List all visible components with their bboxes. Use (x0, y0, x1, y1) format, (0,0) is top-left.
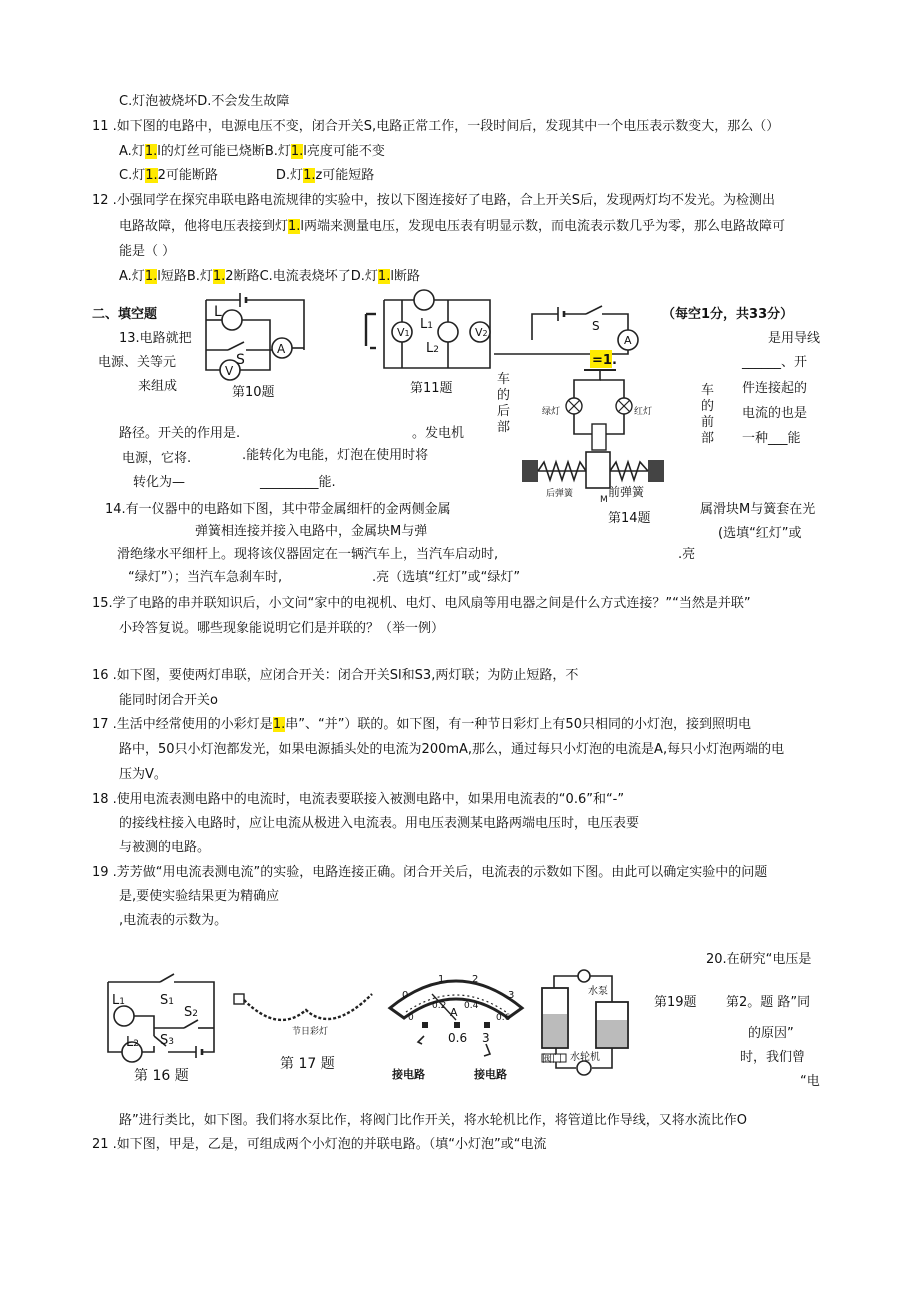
question-20: 20.在研究“电压是 (706, 952, 812, 967)
question-12-line2: 电路故障，他将电压表接到灯1.l两端来测量电压，发现电压表有明显示数，而电流表示数几乎为零，那么电路故障可 (119, 219, 786, 234)
question-21: 21 .如下图，甲是，乙是，可组成两个小灯泡的并联电路。（填“小灯泡”或“电流 (92, 1137, 547, 1152)
question-19-line2: 是,要使实验结果更为精确应 (119, 889, 280, 904)
meter-unit: A (450, 1006, 458, 1019)
question-15-line2: 小玲答复说。哪些现象能说明它们是并联的？（举一例） (119, 621, 445, 636)
car-rear-label: 车 的 后 部 (497, 372, 511, 435)
question-12-line3: 能是（ ） (119, 244, 176, 259)
question-20-line: 路”进行类比，如下图。我们将水泵比作，将阀门比作开关，将水轮机比作，将管道比作导线，又将水流比作O (119, 1113, 747, 1128)
svg-text:L1: L1 (112, 993, 125, 1008)
connect-label-left: 接电路 (392, 1068, 425, 1081)
svg-text:L2: L2 (126, 1035, 139, 1050)
question-19: 19 .芳芳做“用电流表测电流”的实验，电路连接正确。闭合开关后，电流表的示数如下图。由此可以确定实验中的问题 (92, 865, 768, 880)
q13-text: 转化为— (133, 475, 186, 490)
figure-16-caption: 第 16 题 (134, 1068, 189, 1084)
figure-17-string-lights (232, 984, 382, 1084)
question-12-options: A.灯1.l短路B.灯1.2断路C.电流表烧坏了D.灯1.l断路 (119, 269, 420, 284)
terminal-3-label: 3 (482, 1031, 490, 1045)
lamp-label-L: L (214, 304, 222, 320)
figure-10-caption: 第10题 (232, 385, 275, 400)
svg-text:0.6: 0.6 (496, 1013, 511, 1023)
question-20-text: “电 (800, 1074, 820, 1089)
svg-text:S1: S1 (160, 993, 174, 1008)
question-17-line2: 路中，50只小灯泡都发光，如果电源插头处的电流为200mA,那么，通过每只小灯泡的电流是A,每只小灯泡两端的电 (119, 742, 785, 757)
question-18-line3: 与被测的电路。 (119, 840, 211, 855)
svg-text:L1: L1 (420, 317, 433, 332)
q14-text: 弹簧相连接并接入电路中，金属块M与弹 (195, 524, 428, 539)
connect-label-right: 接电路 (474, 1068, 507, 1081)
svg-text:0.2: 0.2 (432, 1001, 447, 1011)
q13-text: 路径。开关的作用是. (119, 426, 241, 441)
car-front-label: 车 的 前 部 (701, 383, 715, 446)
section-heading: 二、填空题 (92, 307, 158, 322)
svg-text:0: 0 (402, 990, 409, 1001)
figure-17-caption: 第 17 题 (280, 1056, 335, 1072)
section-score: （每空1分，共33分） (662, 307, 794, 322)
figure-14-apparatus (488, 296, 708, 526)
front-spring-label: 前弹簧 (608, 485, 645, 499)
red-lamp-label: 红灯 (634, 407, 653, 417)
svg-text:S2: S2 (184, 1005, 198, 1020)
q13-text: _________能. (260, 475, 336, 490)
q14-text: 滑绝缘水平细杆上。现将该仪器固定在一辆汽车上，当汽车启动时, (117, 547, 499, 562)
question-20-text: 的原因” (748, 1026, 794, 1041)
q13-text: 。发电机 (412, 426, 465, 441)
q13-text: ______、开 (742, 355, 808, 370)
fig19-caption: 第19题 (654, 995, 697, 1010)
turbine-label: 水轮机 (570, 1052, 600, 1063)
q14-text: .亮 (678, 547, 696, 562)
valve-label: 阀门 (542, 1054, 562, 1065)
figure-14-highlight: =1. (592, 353, 617, 368)
q14-text: 14.有一仪器中的电路如下图，其中带金属细杆的金两侧金属 (105, 502, 451, 517)
svg-text:1: 1 (438, 974, 445, 985)
question-17: 17 .生活中经常使用的小彩灯是1.串”、“并”）联的。如下图，有一种节日彩灯上有50只相同的小灯泡，接到照明电 (92, 717, 751, 732)
switch-label-S: S (592, 319, 600, 333)
question-11-options-cd: C.灯1.2可能断路 D.灯1.z可能短路 (119, 168, 375, 183)
option-line: C.灯泡被烧坏D.不会发生故障 (119, 94, 290, 109)
terminal-06-label: 0.6 (448, 1031, 468, 1045)
q14-text: (选填“红灯”或 (718, 526, 802, 541)
question-18-line2: 的接线柱接入电路时，应让电流从极进入电流表。用电压表测某电路两端电压时，电压表要 (119, 816, 640, 831)
svg-text:L2: L2 (426, 341, 439, 356)
green-lamp-label: 绿灯 (542, 407, 561, 417)
question-11-options-ab: A.灯1.l的灯丝可能已烧断B.灯1.l亮度可能不变 (119, 144, 385, 159)
svg-text:S3: S3 (160, 1033, 174, 1048)
question-17-line3: 压为V。 (119, 767, 167, 782)
ammeter-label: A (277, 342, 286, 356)
figure-10-circuit (186, 290, 306, 400)
q14-text: 属滑块M与簧套在光 (700, 502, 816, 517)
svg-text:0: 0 (408, 1013, 414, 1023)
switch-label-S: S (236, 352, 245, 368)
q13-text: .能转化为电能，灯泡在使用时将 (242, 448, 429, 463)
q13-text: 13.电路就把 (119, 331, 192, 346)
figure-19-ammeter (386, 964, 526, 1084)
q13-text: 电源、关等元 (98, 355, 177, 370)
q13-text: 电源，它将. (122, 451, 192, 466)
question-12: 12 .小强同学在探究串联电路电流规律的实验中，按以下图连接好了电路，合上开关S后，发现两灯均不发光。为检测出 (92, 193, 776, 208)
question-15: 15.学了电路的串并联知识后，小文问“家中的电视机、电灯、电风扇等用电器之间是什么方式连接？”“当然是并联” (92, 596, 751, 611)
figure-14-caption: 第14题 (608, 511, 651, 526)
question-20-text: 时，我们曾 (740, 1050, 806, 1065)
festival-lights-label: 节日彩灯 (292, 1027, 329, 1037)
q13-text: 件连接起的 (742, 381, 808, 396)
svg-text:V2: V2 (475, 326, 488, 339)
q13-text: 电流的也是 (742, 406, 808, 421)
svg-text:2: 2 (472, 974, 479, 985)
question-11: 11 .如下图的电路中，电源电压不变，闭合开关S,电路正常工作，一段时间后，发现其中一个电压表示数变大，那么（） (92, 119, 780, 134)
figure-11-caption: 第11题 (410, 381, 453, 396)
q14-text: “绿灯”）；当汽车急刹车时, (128, 570, 283, 585)
slider-label-M: M (600, 495, 608, 505)
rear-spring-label: 后弹簧 (546, 489, 574, 499)
question-18: 18 .使用电流表测电路中的电流时，电流表要联接入被测电路中，如果用电流表的“0.6”和“-” (92, 792, 625, 807)
pump-label: 水泵 (588, 986, 608, 997)
figure-20-water-circuit (536, 968, 636, 1083)
svg-text:0.4: 0.4 (464, 1001, 479, 1011)
q13-text: 来组成 (138, 379, 178, 394)
figure-11-circuit (362, 286, 502, 396)
question-20-text: 第2。题 路”同 (726, 995, 811, 1010)
svg-text:3: 3 (508, 990, 515, 1001)
question-16-line2: 能同时闭合开关o (119, 693, 218, 708)
voltmeter-label: V (225, 364, 234, 378)
q14-text: .亮（选填“红灯”或“绿灯” (372, 570, 521, 585)
q13-text: 一种___能 (742, 431, 801, 446)
figure-16-circuit (104, 976, 224, 1086)
question-16: 16 .如下图，要使两灯串联，应闭合开关：闭合开关Sl和S3,两灯联；为防止短路，不 (92, 668, 579, 683)
q13-text: 是用导线 (768, 331, 821, 346)
question-19-line3: ,电流表的示数为。 (119, 913, 228, 928)
svg-text:V1: V1 (397, 326, 410, 339)
svg-text:A: A (624, 334, 632, 347)
